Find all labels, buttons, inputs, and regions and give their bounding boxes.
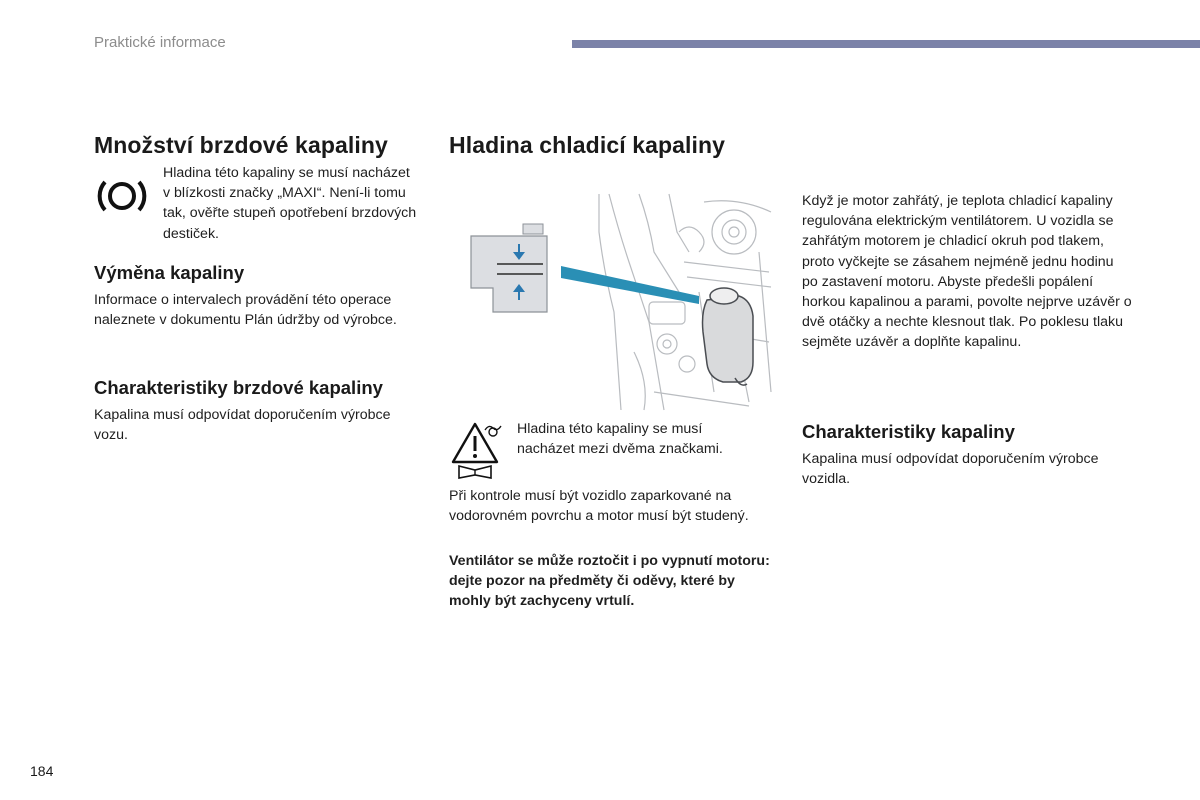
coolant-title: Hladina chladicí kapaliny	[449, 132, 726, 158]
brake-spec-heading: Charakteristiky brzdové kapaliny	[94, 377, 383, 398]
coolant-spec-text: Kapalina musí odpovídat doporučením výrobce vozidla.	[802, 451, 1099, 488]
header-bar	[572, 40, 1200, 48]
brake-level-text: Hladina této kapaliny se musí nacházet v blízkosti značky „MAXI“. Není-li tomu tak, ověřte stupeň opotřebení brzdových destiček.	[163, 165, 417, 242]
fan-warning-text: Ventilátor se může roztočit i po vypnutí motoru: dejte pozor na předměty či oděvy, které by mohly být zachyceny vrtulí.	[449, 553, 770, 610]
replace-fluid-heading: Výměna kapaliny	[94, 262, 245, 283]
brake-warning-icon	[94, 172, 150, 220]
section-label: Praktické informace	[94, 34, 226, 51]
brake-spec-text: Kapalina musí odpovídat doporučením výrobce vozu.	[94, 407, 391, 444]
hot-engine-warning-icon	[449, 420, 505, 480]
coolant-spec-heading: Charakteristiky kapaliny	[802, 421, 1015, 442]
coolant-reservoir-illustration	[449, 192, 775, 412]
coolant-level-text: Hladina této kapaliny se musí nacházet mezi dvěma značkami.	[517, 421, 723, 458]
page-number: 184	[30, 763, 54, 779]
brake-fluid-title: Množství brzdové kapaliny	[94, 132, 388, 158]
coolant-check-text: Při kontrole musí být vozidlo zaparkované na vodorovném povrchu a motor musí být studený.	[449, 488, 749, 525]
replace-fluid-text: Informace o intervalech provádění této operace naleznete v dokumentu Plán údržby od výrobce.	[94, 292, 397, 329]
hot-engine-text: Když je motor zahřátý, je teplota chladicí kapaliny regulována elektrickým ventilátorem. U vozidla se zahřátým motorem je chladicí okruh pod tlakem, proto vyčkejte se zásahem nejméně jednu hodinu po zastavení motoru. Abyste předešli popálení horkou kapalinou a parami, povolte nejprve uzávěr o dvě otáčky a nechte klesnout tlak. Po poklesu tlaku sejměte uzávěr a doplňte kapalinu.	[802, 193, 1132, 351]
